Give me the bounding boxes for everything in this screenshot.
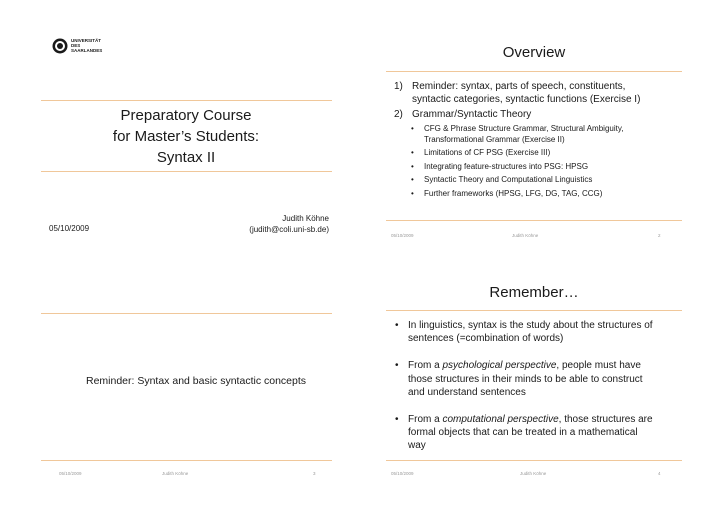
overview-title: Overview [502, 44, 566, 61]
section-title: Reminder: Syntax and basic syntactic concepts [85, 375, 307, 387]
sub-item-line: Limitations of CF PSG (Exercise III) [424, 148, 551, 157]
bullet-line: those structures in their minds to be able to construct [408, 373, 643, 385]
logo-line-1: UNIVERSITÄT [71, 38, 102, 43]
text-fragment: , those structures are [558, 414, 653, 426]
sub-list-item [394, 162, 679, 173]
list-number: 1) [394, 81, 403, 92]
footer-page-number: 2 [658, 233, 661, 238]
bullet-line: and understand sentences [408, 386, 526, 398]
bullet-icon: • [395, 320, 399, 331]
title-top-rule [41, 100, 332, 101]
list-item-line: Reminder: syntax, parts of speech, constituents, [412, 81, 626, 92]
overview-title-rule [386, 71, 682, 72]
author-block [188, 213, 329, 235]
bullet-icon: • [411, 188, 414, 198]
footer-date: 05/10/2009 [391, 233, 414, 238]
title-line-2: for Master’s Students: [112, 128, 260, 145]
sub-list-item [394, 189, 679, 200]
author-email: (judith@coli.uni-sb.de) [249, 225, 329, 234]
sub-item-line: Further frameworks (HPSG, LFG, DG, TAG, CCG) [424, 188, 603, 198]
remember-bullets [392, 319, 680, 453]
list-item [392, 359, 680, 399]
footer-date: 05/10/2009 [59, 471, 82, 476]
list-item [392, 413, 680, 453]
title-bottom-rule [41, 171, 332, 172]
emphasis: computational perspective [442, 414, 559, 426]
university-logo [52, 36, 112, 62]
list-item-line: syntactic categories, syntactic functions (Exercise I) [412, 94, 641, 105]
sub-item-line: Transformational Grammar (Exercise II) [424, 134, 565, 144]
footer-rule [386, 220, 682, 221]
university-seal-icon [52, 38, 68, 54]
overview-list [394, 80, 679, 199]
slide-section [38, 276, 334, 476]
logo-line-3: SAARLANDES [71, 48, 103, 54]
sub-item-line: Integrating feature-structures into PSG: HPSG [424, 161, 589, 171]
footer-author: Judith Köhne [162, 471, 189, 476]
footer-author: Judith Köhne [512, 233, 539, 238]
bullet-icon: • [411, 148, 414, 157]
bullet-icon: • [395, 414, 399, 426]
sub-list-item [394, 175, 679, 186]
author-name: Judith Köhne [282, 214, 329, 223]
logo-line-2: DES [71, 43, 81, 49]
bullet-line [408, 413, 680, 426]
sub-list-item [394, 148, 679, 159]
bullet-line [408, 359, 680, 372]
slide-title [38, 30, 334, 234]
sub-item-line: CFG & Phrase Structure Grammar, Structural Ambiguity, [424, 124, 624, 133]
footer-rule [41, 460, 332, 461]
slide1-date: 05/10/2009 [49, 224, 90, 233]
text-fragment: From a [408, 360, 443, 372]
bullet-line: formal objects that can be treated in a mathematical [408, 427, 638, 439]
emphasis: psychological perspective [442, 360, 557, 372]
remember-title-rule [386, 310, 682, 311]
page-title [38, 105, 334, 168]
footer-rule [386, 460, 682, 461]
bullet-icon: • [411, 161, 414, 171]
footer-author: Judith Köhne [520, 471, 547, 476]
sub-item-line: Syntactic Theory and Computational Linguistics [424, 175, 593, 184]
bullet-line: way [408, 440, 426, 452]
list-item [392, 319, 680, 345]
bullet-icon: • [395, 360, 399, 372]
slide-remember [386, 276, 682, 476]
text-fragment: From a [408, 414, 443, 426]
bullet-icon: • [411, 175, 414, 184]
bullet-line: In linguistics, syntax is the study about the structures of [408, 320, 653, 331]
footer-page-number: 4 [658, 471, 661, 476]
remember-title: Remember… [489, 284, 579, 301]
bullet-icon: • [411, 124, 414, 133]
bullet-line: sentences (=combination of words) [408, 333, 564, 345]
footer-page-number: 3 [313, 471, 316, 476]
slide-overview [386, 30, 682, 238]
footer-date: 05/10/2009 [391, 471, 414, 476]
sub-list-item [394, 124, 679, 145]
list-item-line: Grammar/Syntactic Theory [412, 109, 532, 120]
list-item [394, 80, 679, 106]
title-line-1: Preparatory Course [120, 107, 252, 124]
title-line-3: Syntax II [156, 149, 216, 166]
text-fragment: , people must have [556, 360, 641, 372]
section-top-rule [41, 313, 332, 314]
list-number: 2) [394, 109, 403, 120]
list-item [394, 108, 679, 121]
